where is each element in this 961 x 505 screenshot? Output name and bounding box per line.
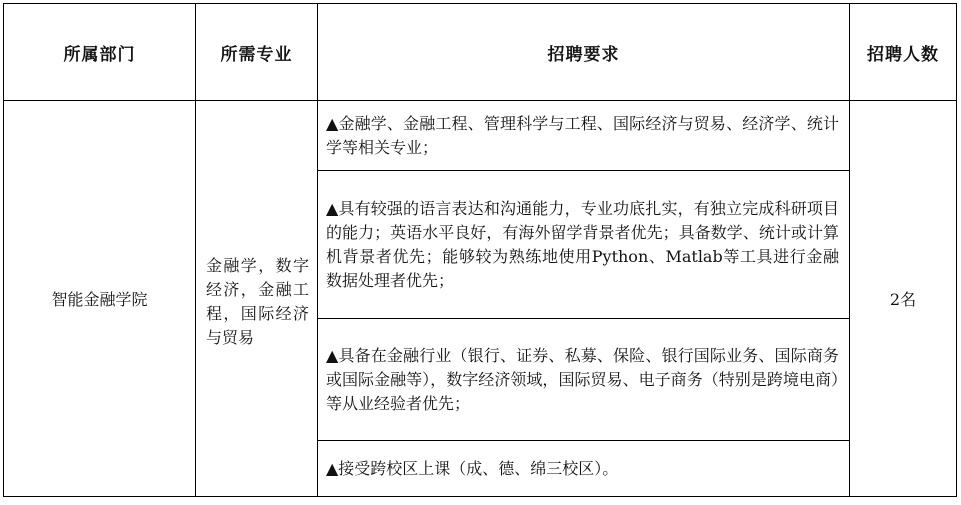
major-text: 金融学，数字经济，金融工程，国际经济与贸易 — [206, 255, 309, 347]
major-cell — [196, 101, 318, 497]
header-department: 所属部门 — [4, 4, 196, 101]
header-row — [4, 4, 957, 101]
requirement-item: ▲具有较强的语言表达和沟通能力，专业功底扎实，有独立完成科研项目的能力；英语水平良好，有海外留学背景者优先；具备数学、统计或计算机背景者优先；能够较为熟练地使用Python、Matlab等工具进行金融数据处理者优先； — [318, 171, 850, 319]
header-count: 招聘人数 — [850, 4, 957, 101]
requirement-item: ▲接受跨校区上课（成、德、绵三校区）。 — [318, 441, 850, 497]
count-cell: 2名 — [850, 101, 957, 497]
header-major: 所需专业 — [196, 4, 318, 101]
requirement-item: ▲金融学、金融工程、管理科学与工程、国际经济与贸易、经济学、统计学等相关专业； — [318, 101, 850, 171]
recruitment-table — [3, 3, 957, 497]
header-requirements: 招聘要求 — [318, 4, 850, 101]
table-row — [4, 101, 957, 171]
requirement-item: ▲具备在金融行业（银行、证券、私募、保险、银行国际业务、国际商务或国际金融等），数字经济领域，国际贸易、电子商务（特别是跨境电商）等从业经验者优先； — [318, 319, 850, 441]
department-cell: 智能金融学院 — [4, 101, 196, 497]
